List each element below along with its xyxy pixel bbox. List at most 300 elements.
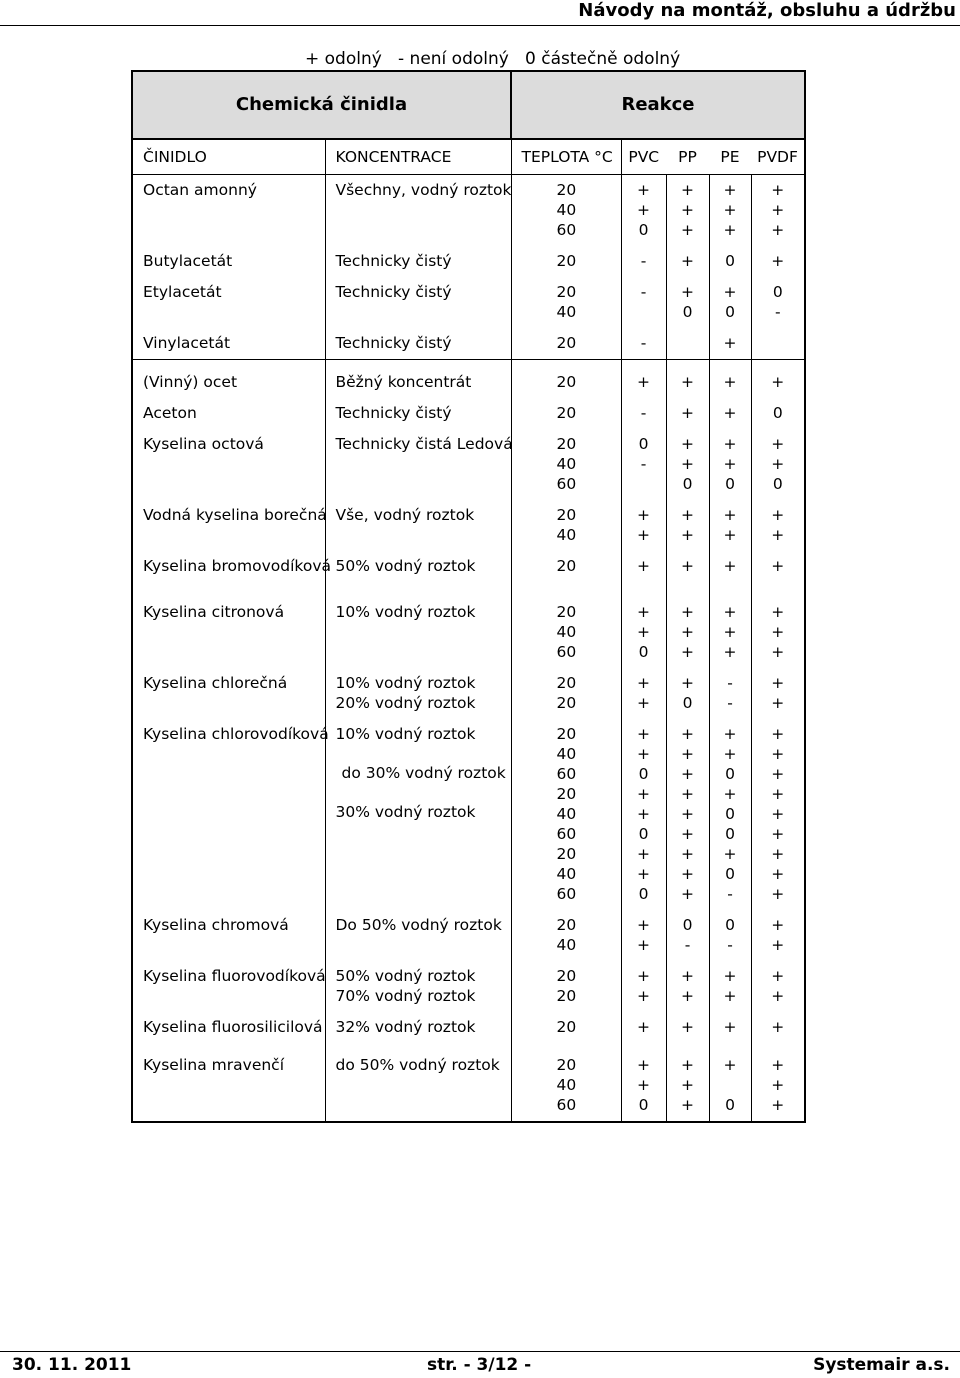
pvdf-resistance-value: + [771, 885, 785, 903]
pvc-resistance-cell [621, 582, 666, 668]
temperature-cell [511, 551, 621, 582]
table-row [132, 668, 805, 719]
pvc-resistance-value: + [637, 373, 650, 391]
pe-resistance-value: - [727, 674, 733, 692]
pp-resistance-cell [666, 668, 709, 719]
temperature-value: 20 [556, 725, 577, 743]
pe-resistance-value: + [723, 745, 737, 763]
pe-resistance-cell [709, 668, 751, 719]
pvdf-resistance-cell [751, 1043, 805, 1122]
concentration-text: Do 50% vodný roztok [335, 916, 502, 934]
pvc-resistance-value: + [637, 805, 650, 823]
pvc-resistance-value: + [637, 506, 650, 524]
table-row [132, 910, 805, 961]
concentration-text: do 30% vodný roztok [341, 764, 506, 782]
pvdf-resistance-value: + [771, 967, 785, 985]
temperature-value: 40 [556, 623, 577, 641]
group-header-chemicals: Chemická činidla [132, 71, 511, 139]
pe-resistance-cell [709, 961, 751, 1012]
pvdf-resistance-cell [751, 246, 805, 277]
concentration-cell [325, 668, 511, 719]
agent-name-text: (Vinný) ocet [143, 373, 238, 391]
agent-name [132, 1012, 325, 1043]
pp-resistance-value: + [681, 765, 694, 783]
pvc-resistance-value: 0 [638, 221, 649, 239]
pvc-resistance-value: + [637, 1056, 650, 1074]
pe-resistance-value: + [723, 623, 737, 641]
pe-resistance-value: 0 [725, 475, 735, 493]
pvdf-resistance-cell [751, 719, 805, 910]
pvdf-resistance-value: + [771, 694, 785, 712]
pp-resistance-value: + [681, 725, 694, 743]
pe-resistance-value: + [723, 283, 737, 301]
pvdf-resistance-value: + [771, 765, 785, 783]
pvc-resistance-cell [621, 246, 666, 277]
pe-resistance-value: + [723, 967, 737, 985]
pvc-resistance-value: + [637, 845, 650, 863]
concentration-text: Všechny, vodný roztok [335, 181, 512, 199]
temperature-cell [511, 360, 621, 399]
pe-resistance-cell [709, 1043, 751, 1122]
pp-resistance-cell [666, 500, 709, 551]
pe-resistance-value: + [723, 603, 737, 621]
pe-resistance-value: - [727, 885, 733, 903]
agent-name-text: Vodná kyselina borečná [143, 506, 327, 524]
pp-resistance-value: + [681, 252, 694, 270]
pvdf-resistance-cell [751, 582, 805, 668]
col-header-pvdf: PVDF [751, 139, 805, 175]
pp-resistance-value: + [681, 373, 694, 391]
pvc-resistance-value: - [640, 252, 647, 270]
pp-resistance-value: + [681, 283, 694, 301]
temperature-value: 60 [556, 475, 577, 493]
pe-resistance-value: 0 [725, 805, 735, 823]
agent-name [132, 910, 325, 961]
pe-resistance-value: + [723, 455, 737, 473]
pe-resistance-value: 0 [725, 1096, 735, 1114]
concentration-text: 50% vodný roztok [335, 557, 476, 575]
pp-resistance-cell [666, 328, 709, 360]
agent-name [132, 1043, 325, 1122]
pe-resistance-value: + [723, 506, 737, 524]
agent-name [132, 551, 331, 582]
temperature-cell [511, 910, 621, 961]
pvdf-resistance-cell [751, 500, 805, 551]
concentration-cell [325, 910, 511, 961]
pvc-resistance-value: + [637, 936, 650, 954]
pp-resistance-value: + [681, 404, 694, 422]
pvdf-resistance-value: + [771, 865, 785, 883]
temperature-value: 60 [556, 221, 577, 239]
pvdf-resistance-value: + [771, 252, 785, 270]
pvdf-resistance-value: + [771, 1096, 785, 1114]
pe-resistance-cell [709, 582, 751, 668]
pe-resistance-value: 0 [725, 252, 735, 270]
pp-resistance-value: + [681, 845, 694, 863]
pe-resistance-cell [709, 246, 751, 277]
table-row [132, 398, 805, 429]
pvc-resistance-value: + [637, 526, 650, 544]
pp-resistance-value: + [681, 967, 694, 985]
temperature-value: 20 [556, 674, 577, 692]
concentration-cell [325, 582, 511, 668]
pe-resistance-value: + [723, 845, 737, 863]
pp-resistance-cell [666, 1043, 709, 1122]
agent-name-text: Octan amonný [143, 181, 257, 199]
pe-resistance-cell [709, 360, 751, 399]
pe-resistance-value: 0 [725, 916, 735, 934]
table-row [132, 500, 805, 551]
temperature-value: 40 [556, 455, 577, 473]
pvc-resistance-value: + [637, 181, 650, 199]
pvdf-resistance-cell [751, 398, 805, 429]
agent-name-text: Kyselina chlorečná [143, 674, 288, 692]
temperature-value: 20 [556, 916, 577, 934]
pp-resistance-cell [666, 360, 709, 399]
pp-resistance-value: + [681, 603, 694, 621]
temperature-cell [511, 1043, 621, 1122]
pvdf-resistance-value: + [771, 916, 785, 934]
pe-resistance-value: + [723, 373, 737, 391]
pe-resistance-value: + [723, 725, 737, 743]
table-row [132, 961, 805, 1012]
pe-resistance-value: + [723, 643, 737, 661]
pvdf-resistance-value: + [771, 674, 785, 692]
temperature-value: 40 [556, 805, 577, 823]
pp-resistance-value: 0 [682, 694, 693, 712]
pp-resistance-value: + [681, 1096, 694, 1114]
temperature-cell [511, 429, 621, 500]
pvdf-resistance-cell [751, 910, 805, 961]
pvdf-resistance-cell [751, 668, 805, 719]
pvc-resistance-cell [621, 429, 666, 500]
agent-name [132, 582, 325, 668]
temperature-value: 20 [556, 845, 577, 863]
pvc-resistance-cell [621, 175, 666, 247]
concentration-cell [325, 246, 511, 277]
pp-resistance-value: + [681, 526, 694, 544]
pvdf-resistance-value: + [771, 1076, 785, 1094]
pvdf-resistance-value: + [771, 526, 785, 544]
temperature-cell [511, 175, 621, 247]
document-title: Návody na montáž, obsluhu a údržbu [578, 0, 956, 21]
concentration-cell [325, 1043, 511, 1122]
pvc-resistance-cell [621, 910, 666, 961]
pvdf-resistance-value: + [771, 435, 785, 453]
pvdf-resistance-value: + [771, 936, 785, 954]
pvc-resistance-value: + [637, 745, 650, 763]
temperature-value: 20 [556, 435, 577, 453]
pvdf-resistance-value: + [771, 455, 785, 473]
col-header-temperature: TEPLOTA °C [511, 139, 621, 175]
temperature-value: 20 [556, 334, 577, 352]
pp-resistance-cell [666, 277, 709, 328]
pvc-resistance-value: 0 [638, 825, 649, 843]
temperature-value: 20 [556, 694, 577, 712]
agent-name [132, 429, 325, 500]
pvc-resistance-value: + [637, 916, 650, 934]
concentration-text: do 50% vodný roztok [335, 1056, 500, 1074]
pvdf-resistance-value [752, 333, 805, 353]
temperature-cell [511, 1012, 621, 1043]
pe-resistance-cell [709, 429, 751, 500]
pp-resistance-cell [666, 429, 709, 500]
pvc-resistance-value: + [637, 201, 650, 219]
temperature-cell [511, 398, 621, 429]
pvc-resistance-value: + [637, 865, 650, 883]
document-header [0, 0, 960, 26]
legend: + odolný - není odolný 0 částečně odolný [305, 49, 681, 69]
pe-resistance-value: 0 [725, 825, 735, 843]
pp-resistance-value: + [681, 865, 694, 883]
agent-name [132, 961, 325, 1012]
concentration-text: 10% vodný roztok [335, 603, 476, 621]
table-row [132, 1043, 805, 1122]
col-header-agent: ČINIDLO [132, 139, 325, 175]
temperature-value: 40 [556, 865, 577, 883]
pp-resistance-value: + [681, 785, 694, 803]
agent-name-text: Kyselina chlorovodíková [143, 725, 329, 743]
pe-resistance-value: + [723, 404, 737, 422]
temperature-value: 40 [556, 745, 577, 763]
temperature-value: 20 [556, 181, 577, 199]
pe-resistance-cell [709, 551, 751, 582]
pe-resistance-value: + [723, 334, 737, 352]
footer-date: 30. 11. 2011 [12, 1355, 132, 1375]
pvc-resistance-cell [621, 500, 666, 551]
pvdf-resistance-cell [751, 429, 805, 500]
pvc-resistance-value: 0 [638, 643, 649, 661]
col-header-pvc: PVC [621, 139, 666, 175]
footer-page-number: str. - 3/12 - [427, 1355, 532, 1375]
pp-resistance-value: + [681, 435, 694, 453]
agent-name-text: Vinylacetát [143, 334, 231, 352]
pvdf-resistance-value: 0 [772, 283, 783, 301]
pe-resistance-value: 0 [725, 865, 735, 883]
concentration-text: Technicky čistý [335, 283, 452, 301]
pvdf-resistance-cell [751, 360, 805, 399]
pp-resistance-value: - [684, 936, 691, 954]
pp-resistance-value: + [681, 885, 694, 903]
pvdf-resistance-value: + [771, 506, 785, 524]
temperature-cell [511, 582, 621, 668]
pvdf-resistance-cell [751, 328, 805, 360]
concentration-text: Vše, vodný roztok [335, 506, 475, 524]
pvdf-resistance-value: + [771, 1056, 785, 1074]
agent-name [132, 175, 325, 247]
col-header-pe: PE [709, 139, 751, 175]
pvc-resistance-value: + [637, 1018, 650, 1036]
pp-resistance-cell [666, 582, 709, 668]
document-footer [0, 1351, 960, 1376]
concentration-text: 10% vodný roztok [335, 674, 476, 692]
pvc-resistance-cell [621, 551, 666, 582]
pvdf-resistance-cell [751, 961, 805, 1012]
temperature-value: 20 [556, 967, 577, 985]
pvdf-resistance-value: + [771, 373, 785, 391]
concentration-cell [325, 328, 511, 360]
pp-resistance-value: + [681, 805, 694, 823]
agent-name [132, 500, 325, 551]
pe-resistance-value: + [723, 987, 737, 1005]
pe-resistance-cell [709, 328, 751, 360]
pvc-resistance-value: 0 [638, 1096, 649, 1114]
pe-resistance-value: + [723, 1018, 737, 1036]
pe-resistance-value: + [723, 785, 737, 803]
temperature-value: 60 [556, 643, 577, 661]
pvc-resistance-value: + [637, 785, 650, 803]
agent-name [132, 360, 325, 399]
pe-resistance-value: + [723, 221, 737, 239]
agent-name [132, 668, 325, 719]
pp-resistance-cell [666, 1012, 709, 1043]
pp-resistance-value: + [681, 745, 694, 763]
pvdf-resistance-value: + [771, 623, 785, 641]
pvc-resistance-cell [621, 1012, 666, 1043]
pvdf-resistance-value: + [771, 181, 785, 199]
agent-name [132, 246, 325, 277]
table-row [132, 175, 805, 247]
table-row [132, 719, 805, 910]
pp-resistance-value: + [681, 455, 694, 473]
concentration-cell [325, 551, 511, 582]
temperature-cell [511, 246, 621, 277]
pvc-resistance-cell [621, 1043, 666, 1122]
pe-resistance-value: - [727, 694, 733, 712]
pvc-resistance-value: - [640, 404, 647, 422]
temperature-value: 20 [556, 404, 577, 422]
pvdf-resistance-value: + [771, 557, 785, 575]
pp-resistance-cell [666, 910, 709, 961]
temperature-value: 20 [556, 506, 577, 524]
pvc-resistance-cell [621, 668, 666, 719]
table-row [132, 582, 805, 668]
pvdf-resistance-value: + [771, 725, 785, 743]
temperature-value: 20 [556, 987, 577, 1005]
temperature-value: 20 [556, 603, 577, 621]
temperature-value: 20 [556, 1056, 577, 1074]
pp-resistance-value: + [681, 1076, 694, 1094]
temperature-value: 40 [556, 1076, 577, 1094]
pvc-resistance-value: - [640, 283, 647, 301]
pe-resistance-value: - [727, 936, 733, 954]
pe-resistance-value [710, 1075, 751, 1095]
agent-name-text: Kyselina fluorovodíková [143, 967, 326, 985]
temperature-cell [511, 961, 621, 1012]
pvc-resistance-cell [621, 961, 666, 1012]
pe-resistance-value: + [723, 435, 737, 453]
pvdf-resistance-value: + [771, 785, 785, 803]
pp-resistance-value: 0 [682, 303, 693, 321]
pp-resistance-value: + [681, 987, 694, 1005]
concentration-text: 50% vodný roztok [335, 967, 476, 985]
pe-resistance-cell [709, 500, 751, 551]
pp-resistance-cell [666, 551, 709, 582]
pp-resistance-value: + [681, 825, 694, 843]
pvc-resistance-value: 0 [638, 885, 649, 903]
pvdf-resistance-value: + [771, 805, 785, 823]
pvdf-resistance-value: + [771, 987, 785, 1005]
table-row [132, 429, 805, 500]
temperature-cell [511, 719, 621, 910]
table-row [132, 1012, 805, 1043]
agent-name-text: Kyselina fluorosilicilová [143, 1018, 323, 1036]
agent-name [132, 277, 325, 328]
pe-resistance-value: 0 [725, 765, 735, 783]
agent-name-text: Kyselina bromovodíková [143, 557, 331, 575]
pe-resistance-cell [709, 398, 751, 429]
agent-name [132, 328, 325, 360]
pp-resistance-value: + [681, 221, 694, 239]
concentration-text: 32% vodný roztok [335, 1018, 476, 1036]
pp-resistance-value: + [681, 557, 694, 575]
pvc-resistance-value: - [640, 455, 647, 473]
table-row [132, 360, 805, 399]
agent-name-text: Kyselina octová [143, 435, 264, 453]
pp-resistance-cell [666, 719, 709, 910]
pvc-resistance-value: + [637, 603, 650, 621]
pvdf-resistance-value: + [771, 1018, 785, 1036]
pvc-resistance-cell [621, 360, 666, 399]
concentration-cell [325, 398, 511, 429]
concentration-cell [325, 1012, 511, 1043]
pp-resistance-value [667, 333, 709, 353]
agent-name-text: Kyselina mravenčí [143, 1056, 285, 1074]
temperature-value: 20 [556, 1018, 577, 1036]
pe-resistance-value: 0 [725, 303, 735, 321]
concentration-text: 30% vodný roztok [335, 803, 476, 821]
temperature-value: 20 [556, 252, 577, 270]
pe-resistance-value: + [723, 201, 737, 219]
pvdf-resistance-cell [751, 551, 805, 582]
concentration-cell [325, 961, 511, 1012]
pvdf-resistance-value: + [771, 745, 785, 763]
pvc-resistance-cell [621, 398, 666, 429]
pvc-resistance-value: + [637, 623, 650, 641]
pvdf-resistance-value: + [771, 825, 785, 843]
concentration-cell [325, 277, 511, 328]
temperature-value: 60 [556, 885, 577, 903]
pvc-resistance-value: 0 [638, 435, 649, 453]
temperature-value: 60 [556, 765, 577, 783]
table-row [132, 277, 805, 328]
group-header-reaction: Reakce [511, 71, 805, 139]
pvc-resistance-cell [621, 328, 666, 360]
temperature-value: 40 [556, 936, 577, 954]
pvc-resistance-value: + [637, 725, 650, 743]
concentration-cell [325, 429, 511, 500]
temperature-value: 20 [556, 557, 577, 575]
pvdf-resistance-value: 0 [772, 475, 783, 493]
pe-resistance-cell [709, 910, 751, 961]
agent-name-text: Kyselina citronová [143, 603, 285, 621]
temperature-value: 60 [556, 1096, 577, 1114]
pe-resistance-value: + [723, 1056, 737, 1074]
pe-resistance-cell [709, 1012, 751, 1043]
pp-resistance-value: + [681, 201, 694, 219]
pe-resistance-value: + [723, 181, 737, 199]
pp-resistance-value: + [681, 674, 694, 692]
table-row [132, 246, 805, 277]
pp-resistance-value: + [681, 1018, 694, 1036]
pp-resistance-cell [666, 246, 709, 277]
temperature-value: 20 [556, 785, 577, 803]
agent-name-text: Etylacetát [143, 283, 222, 301]
temperature-cell [511, 277, 621, 328]
col-header-concentration: KONCENTRACE [325, 139, 511, 175]
concentration-cell [325, 360, 511, 399]
concentration-text: 10% vodný roztok [335, 725, 476, 743]
